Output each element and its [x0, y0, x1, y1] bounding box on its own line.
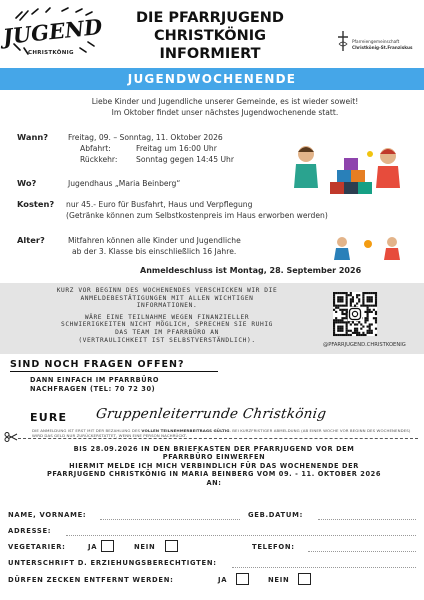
signature-field[interactable] [232, 567, 416, 568]
qr-code[interactable] [333, 292, 377, 336]
scissors-icon [4, 432, 18, 442]
notice-line: INFORMATIONEN. [136, 302, 198, 310]
cut-line [18, 438, 418, 439]
vegetarian-no-label: NEIN [134, 543, 156, 551]
alter-value-1: Mitfahren können alle Kinder und Jugendliche [68, 236, 241, 245]
kosten-value-2: (Getränke können zum Selbstkostenpreis im Haus erworben werden) [66, 211, 328, 220]
wann-value: Freitag, 09. – Sonntag, 11. Oktober 2026 [68, 133, 223, 142]
vegetarian-yes-checkbox[interactable] [101, 540, 114, 552]
wo-value: Jugendhaus „Maria Beinberg“ [68, 179, 181, 188]
ticks-no-label: NEIN [268, 576, 290, 584]
alter-value-2: ab der 3. Klasse bis einschließlich 16 Jahre. [72, 247, 237, 256]
closing-eure: EURE [30, 411, 68, 424]
vegetarian-label: VEGETARIER: [8, 543, 66, 551]
questions-underline [10, 371, 218, 372]
name-field[interactable] [100, 519, 240, 520]
header [0, 0, 424, 64]
notice-line: SCHWIERIGKEITEN NICHT MÖGLICH, SPRECHEN SIE RUHIG [61, 321, 273, 329]
ticks-no-checkbox[interactable] [298, 573, 311, 585]
notice-line: (VERTRAULICHKEIT IST SELBSTVERSTÄNDLICH). [78, 336, 256, 344]
parish-cross-icon [336, 30, 350, 52]
ticks-yes-label: JA [218, 576, 228, 584]
vegetarian-yes-label: JA [88, 543, 98, 551]
event-banner: JUGENDWOCHENENDE [0, 68, 424, 90]
abfahrt-label: Abfahrt: [80, 144, 111, 153]
fine-print-part-1: DIE ANMELDUNG IST ERST MIT DER BEZAHLUNG DES [32, 428, 142, 433]
wo-label: Wo? [17, 178, 37, 188]
vegetarian-no-checkbox[interactable] [165, 540, 178, 552]
name-label: NAME, VORNAME: [8, 511, 87, 519]
abfahrt-value: Freitag um 16:00 Uhr [136, 144, 217, 153]
kosten-label: Kosten? [17, 199, 55, 209]
children-ball-illustration [328, 236, 412, 262]
notice-text [12, 287, 322, 344]
alter-label: Alter? [17, 235, 45, 245]
questions-heading: SIND NOCH FRAGEN OFFEN? [10, 359, 185, 370]
ticks-label: DÜRFEN ZECKEN ENTFERNT WERDEN: [8, 576, 174, 584]
intro-line-1: Liebe Kinder und Jugendliche unserer Gemeinde, es ist wieder soweit! [91, 97, 359, 106]
payment-fine-print [32, 428, 422, 438]
form-heading-line: AN: [206, 478, 222, 487]
signature-label: UNTERSCHRIFT D. ERZIEHUNGSBERECHTIGTEN: [8, 559, 217, 567]
title-line-1: DIE PFARRJUGEND CHRISTKÖNIG [136, 10, 284, 44]
fine-print-bold: VOLLEN TEILNEHMERBEITRAGS GÜLTIG [141, 428, 230, 433]
form-heading [14, 445, 414, 487]
notice-line: WÄRE EINE TEILNAHME WEGEN FINANZIELLER [84, 313, 250, 321]
phone-field[interactable] [308, 551, 416, 552]
fine-print-part-2: . BEI KURZFRISTIGER ABMELDUNG (AB EINER WOCHE VOR BEGINN DES WOCHENENDES) WIRD DAS GELD NUR ZURÜCKERSTATTET, WENN EINE PERSON NACHRÜCKT. [32, 428, 411, 438]
parish-name-line-2: Christkönig-St.Franziskus [352, 45, 413, 50]
title-line-2: INFORMIERT [159, 46, 261, 62]
notice-box [0, 283, 424, 354]
questions-line-2: NACHFRAGEN (TEL: 70 72 30) [30, 385, 156, 393]
children-playing-illustration [290, 144, 408, 196]
wann-label: Wann? [17, 132, 49, 142]
kosten-value-1: nur 45.- Euro für Busfahrt, Haus und Verpflegung [66, 200, 253, 209]
address-label: ADRESSE: [8, 527, 52, 535]
registration-deadline: Anmeldeschluss ist Montag, 28. September 2026 [140, 266, 362, 275]
form-heading-line: BIS 28.09.2026 IN DEN BRIEFKASTEN DER PFARRJUGEND VOR DEM [73, 445, 355, 453]
team-signature: Gruppenleiterrunde Christkönig [94, 406, 328, 422]
logo-word: JUGEND [1, 13, 104, 50]
phone-label: TELEFON: [252, 543, 295, 551]
notice-line: KURZ VOR BEGINN DES WOCHENENDES VERSCHICKEN WIR DIE [56, 287, 278, 294]
form-heading-line: HIERMIT MELDE ICH MICH VERBINDLICH FÜR DAS WOCHENENDE DER [69, 461, 359, 470]
birthdate-field[interactable] [318, 519, 416, 520]
birthdate-label: GEB.DATUM: [248, 511, 303, 519]
logo-subtitle: CHRISTKÖNIG [28, 50, 74, 56]
form-heading-line: PFARRJUGEND CHRISTKÖNIG IN MARIA BEINBERG VOM 09. - 11. OKTOBER 2026 [46, 470, 382, 479]
page-title [100, 9, 320, 63]
questions-line-1: DANN EINFACH IM PFARRBÜRO [30, 376, 160, 384]
intro-line-2: Im Oktober findet unser nächstes Jugendwochenende statt. [111, 108, 339, 117]
rueckkehr-value: Sonntag gegen 14:45 Uhr [136, 155, 234, 164]
ticks-yes-checkbox[interactable] [236, 573, 249, 585]
intro-text [40, 96, 410, 118]
form-heading-line: PFARRBÜRO EINWERFEN [162, 453, 266, 462]
address-field[interactable] [66, 535, 416, 536]
rueckkehr-label: Rückkehr: [80, 155, 118, 164]
parish-name-line-1: Pfarreiengemeinschaft [352, 39, 400, 44]
instagram-handle: @PFARRJUGEND.CHRISTKOENIG [323, 342, 406, 348]
notice-line: DAS TEAM IM PFARRBÜRO AN [115, 328, 219, 336]
notice-line: ANMELDEBESTÄTIGUNGEN MIT ALLEN WICHTIGEN [80, 294, 254, 302]
